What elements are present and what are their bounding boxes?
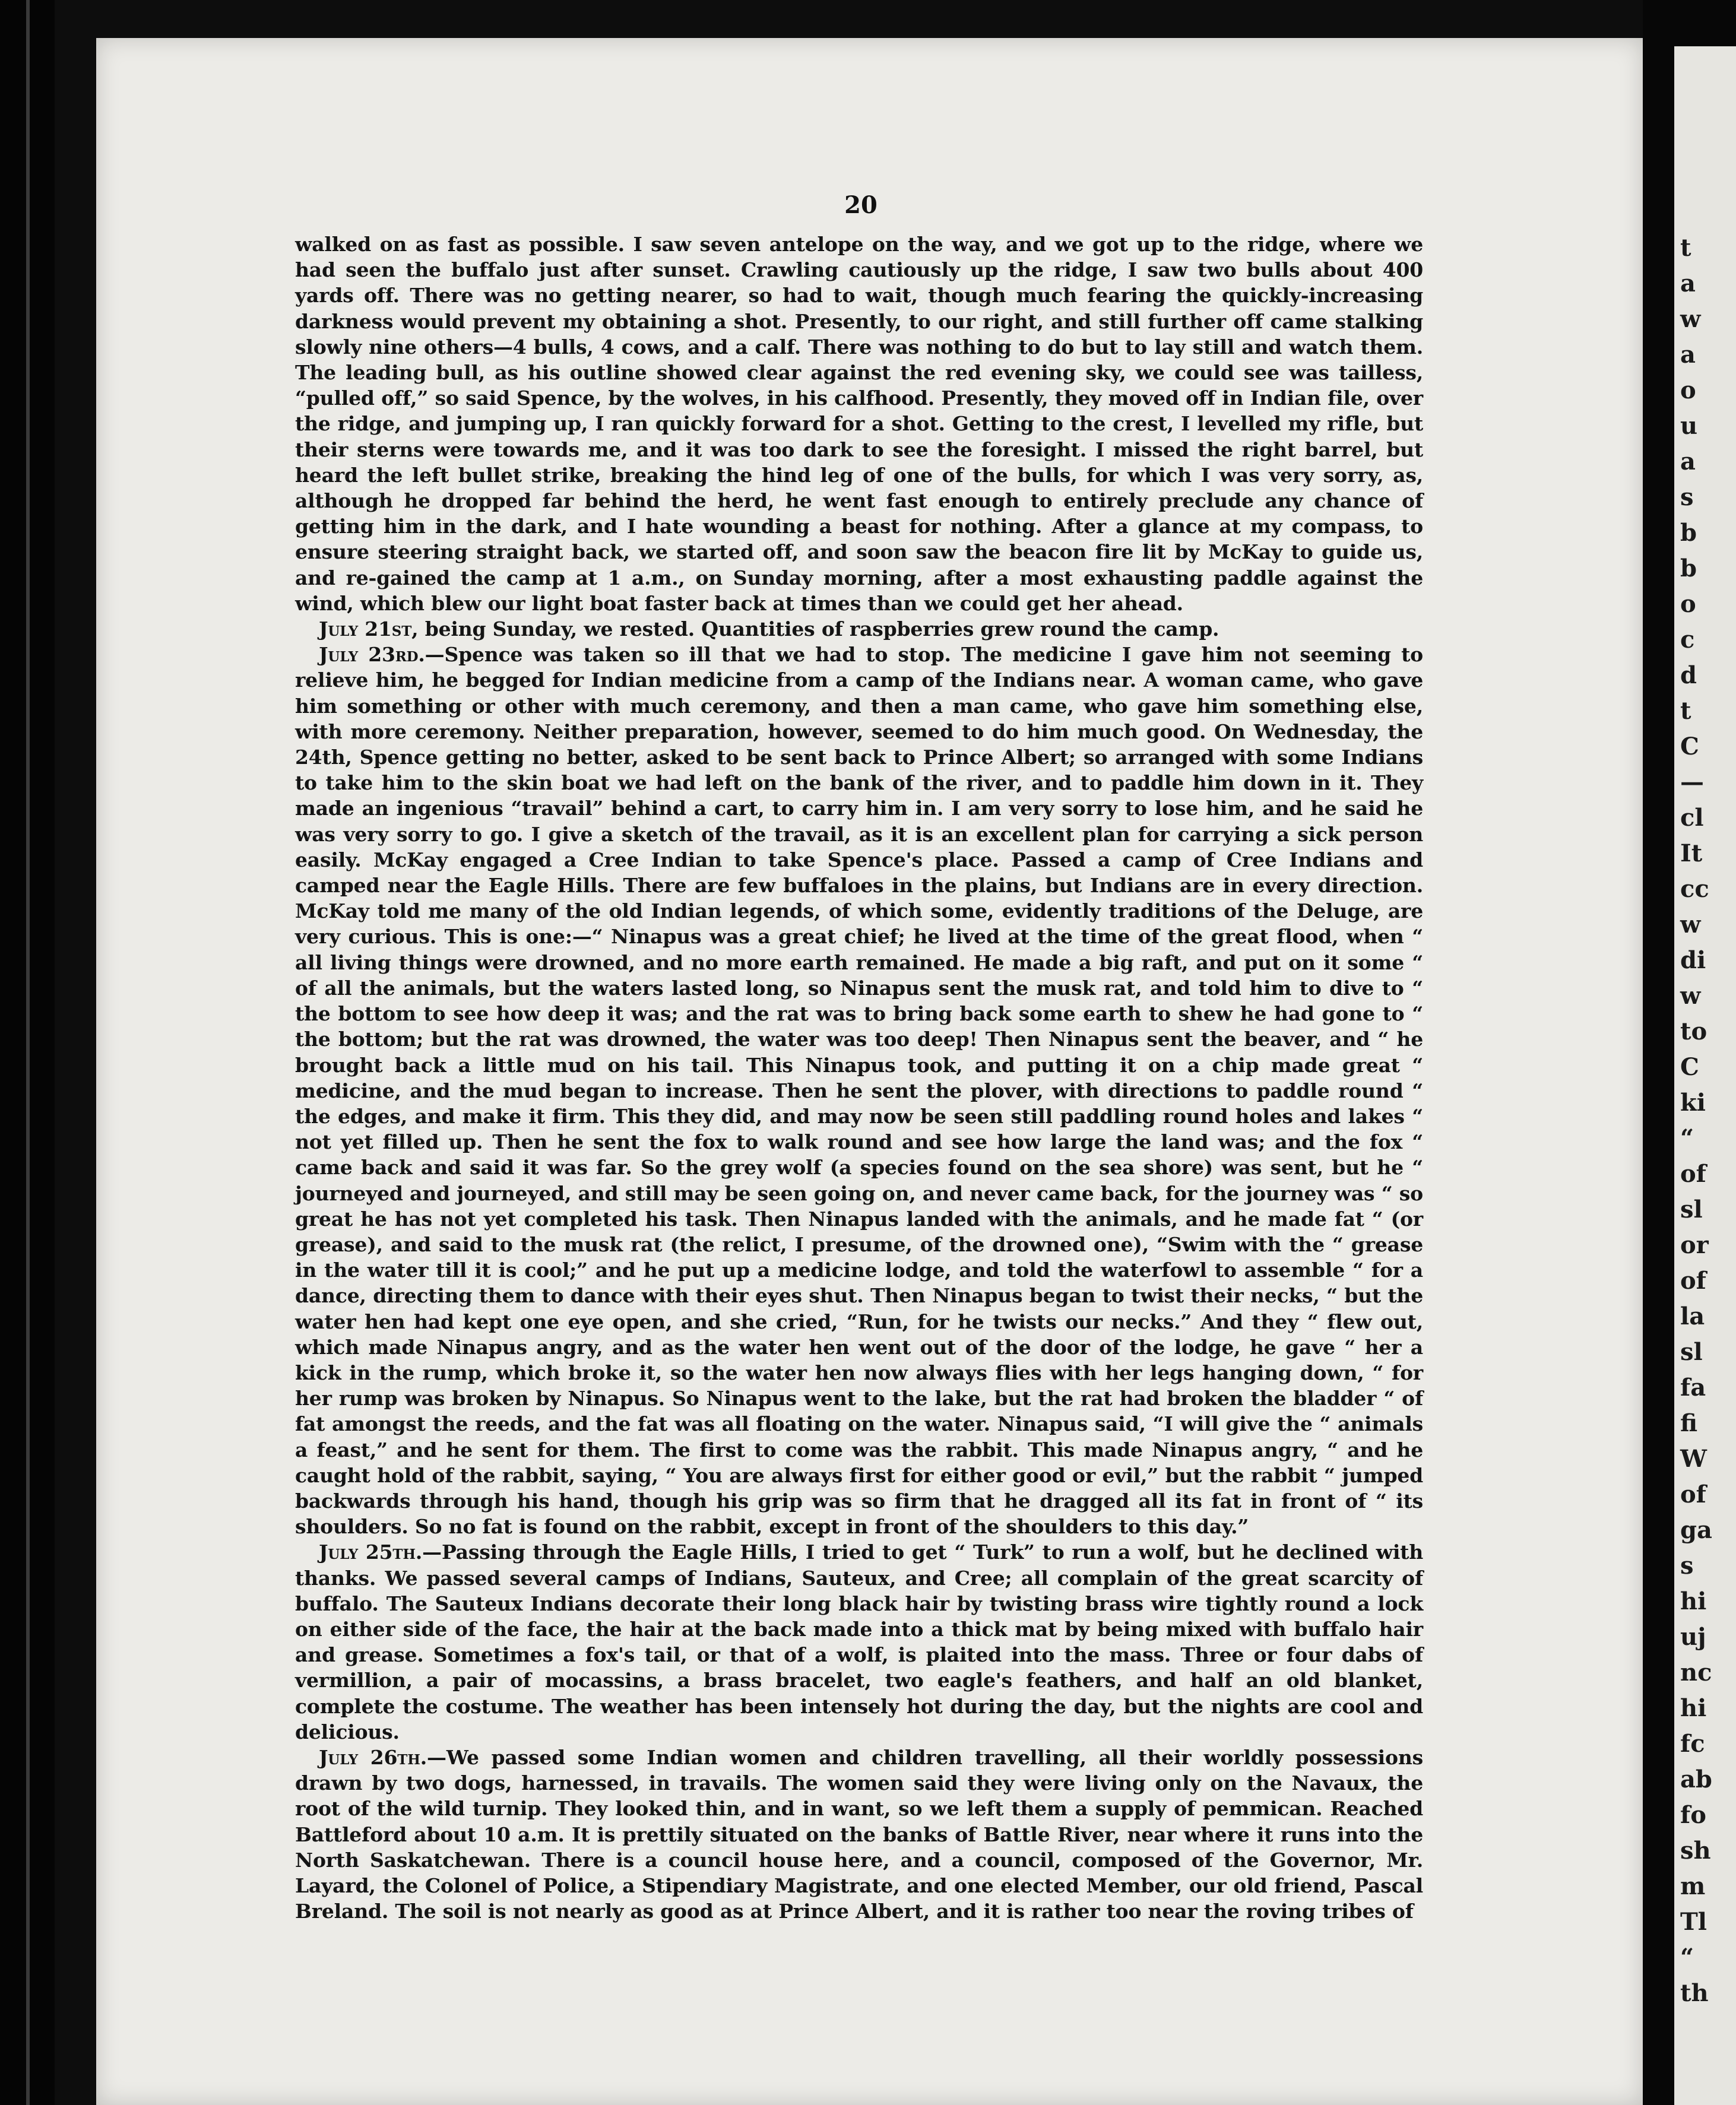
adjacent-page-fragment: fi bbox=[1680, 1409, 1698, 1437]
paragraph-text: —Passing through the Eagle Hills, I tried to get “ Turk” to run a wolf, but he declined with thanks. We passed several camps of Indians, Sauteux, and Cree; all complain of the great scarcity of buffalo. The Sauteux Indians decorate their long black hair by twisting brass wire tightly round a lock on either side of the face, the hair at the back made into a thick mat by being mixed with buffalo hair and grease. Sometimes a fox's tail, or that of a wolf, is plaited into the mass. Three or four dabs of vermillion, a pair of mocassins, a brass bracelet, two eagle's feathers, and half an old blanket, complete the costume. The weather has been intensely hot during the day, but the nights are cool and delicious. bbox=[295, 1540, 1423, 1743]
adjacent-page-fragment: of bbox=[1680, 1481, 1706, 1508]
adjacent-page-fragment: la bbox=[1680, 1302, 1705, 1330]
adjacent-page-fragment: Tl bbox=[1680, 1908, 1707, 1936]
adjacent-page-fragment: hi bbox=[1680, 1587, 1707, 1615]
adjacent-page-fragment: o bbox=[1680, 590, 1696, 618]
adjacent-page-fragment: a bbox=[1680, 270, 1696, 297]
adjacent-page-fragment: “ bbox=[1680, 1944, 1694, 1971]
adjacent-page-fragment: b bbox=[1680, 554, 1697, 582]
adjacent-page-edge bbox=[1674, 46, 1736, 2105]
adjacent-page-fragment: w bbox=[1680, 911, 1701, 939]
adjacent-page-fragment: c bbox=[1680, 626, 1695, 654]
adjacent-page-fragment: m bbox=[1680, 1872, 1706, 1900]
paragraph-continued bbox=[295, 232, 1423, 616]
adjacent-page-fragment: di bbox=[1680, 946, 1706, 974]
adjacent-page-fragment: or bbox=[1680, 1231, 1709, 1259]
date-heading: July 25th. bbox=[319, 1540, 423, 1564]
adjacent-page-fragment: fo bbox=[1680, 1801, 1706, 1829]
scanner-left-edge bbox=[0, 0, 55, 2105]
adjacent-page-fragment: ab bbox=[1680, 1765, 1712, 1793]
adjacent-page-fragment: d bbox=[1680, 661, 1697, 689]
adjacent-page-fragment: s bbox=[1680, 483, 1694, 511]
page-number: 20 bbox=[844, 191, 877, 219]
adjacent-page-fragment: sh bbox=[1680, 1837, 1711, 1865]
paragraph-text: —We passed some Indian women and children travelling, all their worldly possessions drawn by two dogs, harnessed, in travails. The women said they were living only on the Navaux, the root of the wild turnip. They looked thin, and in want, so we left them a supply of pemmican. Reached Battleford about 10 a.m. It is prettily situated on the banks of Battle River, near where it runs into the North Saskatchewan. There is a council house here, and a council, composed of the Governor, Mr. Layard, the Colonel of Police, a Stipendiary Magistrate, and one elected Member, our old friend, Pascal Breland. The soil is not nearly as good as at Prince Albert, and it is rather too near the roving tribes of bbox=[295, 1745, 1423, 1923]
adjacent-page-fragment: th bbox=[1680, 1979, 1709, 2007]
date-heading: July 23rd. bbox=[319, 643, 425, 667]
adjacent-page-fragment: to bbox=[1680, 1017, 1708, 1045]
adjacent-page-fragment: w bbox=[1680, 982, 1701, 1010]
adjacent-page-fragment: “ bbox=[1680, 1124, 1694, 1152]
paragraph-july-21 bbox=[295, 616, 1423, 642]
adjacent-page-fragment: uj bbox=[1680, 1623, 1706, 1651]
adjacent-page-fragment: ki bbox=[1680, 1089, 1706, 1117]
date-heading: July 26th. bbox=[319, 1745, 427, 1769]
adjacent-page-fragment: fa bbox=[1680, 1374, 1706, 1402]
date-heading: July 21st, bbox=[319, 617, 419, 641]
adjacent-page-fragment: of bbox=[1680, 1160, 1706, 1188]
adjacent-page-fragment: a bbox=[1680, 341, 1696, 369]
adjacent-page-fragment: C bbox=[1680, 1053, 1699, 1081]
adjacent-page-fragment: It bbox=[1680, 839, 1703, 867]
adjacent-page-fragment: C bbox=[1680, 733, 1699, 760]
adjacent-page-fragment: cl bbox=[1680, 804, 1704, 832]
adjacent-page-fragment: cc bbox=[1680, 875, 1709, 903]
adjacent-page-fragment: fc bbox=[1680, 1730, 1705, 1758]
adjacent-page-fragment: u bbox=[1680, 412, 1698, 440]
adjacent-page-fragment: a bbox=[1680, 448, 1696, 475]
adjacent-page-fragment: hi bbox=[1680, 1694, 1707, 1722]
adjacent-page-fragment: b bbox=[1680, 519, 1697, 547]
adjacent-page-fragment: w bbox=[1680, 305, 1701, 333]
adjacent-page-fragment: ga bbox=[1680, 1516, 1712, 1544]
adjacent-page-fragment: sl bbox=[1680, 1338, 1703, 1366]
body-text bbox=[295, 232, 1423, 1924]
edge-stripe bbox=[26, 0, 30, 2105]
adjacent-page-fragment: sl bbox=[1680, 1196, 1703, 1223]
paragraph-july-26 bbox=[295, 1745, 1423, 1924]
adjacent-page-fragment: t bbox=[1680, 697, 1691, 725]
paragraph-text: being Sunday, we rested. Quantities of raspberries grew round the camp. bbox=[418, 617, 1219, 641]
paragraph-text: —Spence was taken so ill that we had to stop. The medicine I gave him not seeming to relieve him, he begged for Indian medicine from a camp of the Indians near. A woman came, who gave him something or other with much ceremony, and then a man came, who gave him something else, with more ceremony. Neither preparation, however, seemed to do him much good. On Wednesday, the 24th, Spence getting no better, asked to be sent back to Prince Albert; so arranged with some Indians to take him to the skin boat we had left on the bank of the river, and to paddle him down in it. They made an ingenious “travail” behind a cart, to carry him in. I am very sorry to lose him, and he said he was very sorry to go. I give a sketch of the travail, as it is an excellent plan for carrying a sick person easily. McKay engaged a Cree Indian to take Spence's place. Passed a camp of Cree Indians and camped near the Eagle Hills. There are few buffaloes in the plains, but Indians are in every direction. McKay told me many of the old Indian legends, of which some, evidently traditions of the Deluge, are very curious. This is one:—“ Ninapus was a great chief; he lived at the time of the great flood, when “ all living things were drowned, and no more earth remained. He made a big raft, and put on it some “ of all the animals, but the waters lasted long, so Ninapus sent the musk rat, and told him to dive to “ the bottom to see how deep it was; and the rat was to bring back some earth to shew he had gone to “ the bottom; but the rat was drowned, the water was too deep! Then Ninapus sent the beaver, and “ he brought back a little mud on his tail. This Ninapus took, and putting it on a chip made great “ medicine, and the mud began to increase. Then he sent the plover, with directions to paddle round “ the edges, and make it firm. This they did, and may now be seen still paddling round holes and lakes “ not yet filled up. Then he sent the fox to walk round and see how large the land was; and the fox “ came back and said it was far. So the grey wolf (a species found on the sea shore) was sent, but he “ journeyed and journeyed, and still may be seen going on, and never came back, for the journey was “ so great he has not yet completed his task. Then Ninapus landed with the animals, and he made fat “ (or grease), and said to the musk rat (the relict, I presume, of the drowned one), “Swim with the “ grease in the water till it is cool;” and he put up a medicine lodge, and told the waterfowl to assemble “ for a dance, directing them to dance with their eyes shut. Then Ninapus began to twist their necks, “ but the water hen had kept one eye open, and she cried, “Run, for he twists our necks.” And they “ flew out, which made Ninapus angry, and as the water hen went out of the door of the lodge, he gave “ her a kick in the rump, which broke it, so the water hen now always flies with her legs hanging down, “ for her rump was broken by Ninapus. So Ninapus went to the lake, but the rat had broken the bladder “ of fat amongst the reeds, and the fat was all floating on the water. Ninapus said, “I will give the “ animals a feast,” and he sent for them. The first to come was the rabbit. This made Ninapus angry, “ and he caught hold of the rabbit, saying, “ You are always first for either good or evil,” but the rabbit “ jumped backwards through his hand, though his grip was so firm that he dragged all its fat in front of “ its shoulders. So no fat is found on the rabbit, except in front of the shoulders to this day.” bbox=[295, 643, 1423, 1539]
adjacent-page-fragment: s bbox=[1680, 1552, 1694, 1580]
paragraph-july-23 bbox=[295, 642, 1423, 1539]
adjacent-page-fragment: t bbox=[1680, 234, 1691, 262]
adjacent-page-fragment: — bbox=[1680, 768, 1704, 796]
adjacent-page-fragment: o bbox=[1680, 376, 1696, 404]
paragraph-july-25 bbox=[295, 1539, 1423, 1745]
adjacent-page-fragment: nc bbox=[1680, 1659, 1712, 1686]
adjacent-page-fragment: W bbox=[1680, 1445, 1707, 1473]
adjacent-page-fragment: of bbox=[1680, 1267, 1706, 1295]
paragraph-text: walked on as fast as possible. I saw seven antelope on the way, and we got up to the ridge, where we had seen the buffalo just after sunset. Crawling cautiously up the ridge, I saw two bulls about 400 yards off. There was no getting nearer, so had to wait, though much fearing the quickly-increasing darkness would prevent my obtaining a shot. Presently, to our right, and still further off came stalking slowly nine others—4 bulls, 4 cows, and a calf. There was nothing to do but to lay still and watch them. The leading bull, as his outline showed clear against the red evening sky, we could see was tailless, “pulled off,” so said Spence, by the wolves, in his calfhood. Presently, they moved off in Indian file, over the ridge, and jumping up, I ran quickly forward for a shot. Getting to the crest, I levelled my rifle, but their sterns were towards me, and it was too dark to see the foresight. I missed the right barrel, but heard the left bullet strike, breaking the hind leg of one of the bulls, for which I was very sorry, as, although he dropped far behind the herd, he went fast enough to entirely preclude any chance of getting him in the dark, and I hate wounding a beast for nothing. After a glance at my compass, to ensure steering straight back, we started off, and soon saw the beacon fire lit by McKay to guide us, and re-gained the camp at 1 a.m., on Sunday morning, after a most exhausting paddle against the wind, which blew our light boat faster back at times than we could get her ahead. bbox=[295, 233, 1423, 615]
